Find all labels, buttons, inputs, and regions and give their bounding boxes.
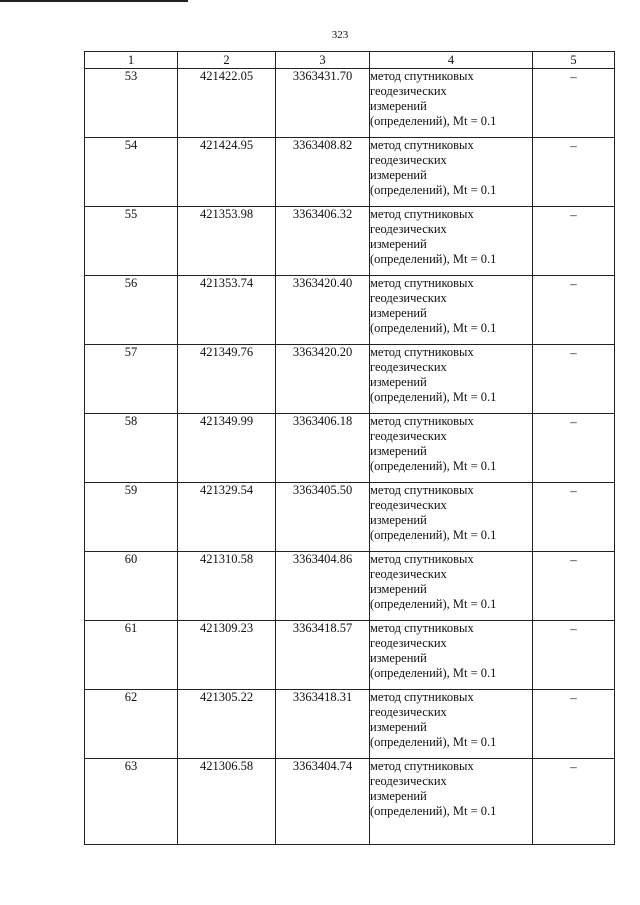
- point-number-cell: 54: [85, 138, 178, 207]
- table-row: [85, 759, 615, 845]
- note-cell: –: [533, 207, 615, 276]
- note-cell: –: [533, 138, 615, 207]
- point-number-cell: 61: [85, 621, 178, 690]
- x-coordinate-cell: 421305.22: [178, 690, 276, 759]
- note-cell: –: [533, 552, 615, 621]
- note-cell: –: [533, 759, 615, 845]
- y-coordinate-cell: 3363406.32: [276, 207, 370, 276]
- note-cell: –: [533, 483, 615, 552]
- x-coordinate-cell: 421349.76: [178, 345, 276, 414]
- note-cell: –: [533, 621, 615, 690]
- note-cell: –: [533, 690, 615, 759]
- point-number-cell: 53: [85, 69, 178, 138]
- table-row: [85, 690, 615, 759]
- method-cell: метод спутниковых геодезических измерений (определений), Mt = 0.1: [370, 483, 533, 552]
- point-number-cell: 60: [85, 552, 178, 621]
- point-number-cell: 63: [85, 759, 178, 845]
- y-coordinate-cell: 3363405.50: [276, 483, 370, 552]
- table-row: [85, 207, 615, 276]
- table-body: [85, 52, 615, 845]
- header-cell-1: 1: [85, 52, 178, 69]
- method-cell: метод спутниковых геодезических измерений (определений), Mt = 0.1: [370, 69, 533, 138]
- x-coordinate-cell: 421309.23: [178, 621, 276, 690]
- point-number-cell: 55: [85, 207, 178, 276]
- note-cell: –: [533, 414, 615, 483]
- header-cell-2: 2: [178, 52, 276, 69]
- x-coordinate-cell: 421422.05: [178, 69, 276, 138]
- table-row: [85, 621, 615, 690]
- method-cell: метод спутниковых геодезических измерений (определений), Mt = 0.1: [370, 621, 533, 690]
- top-left-rule: [0, 0, 188, 2]
- method-cell: метод спутниковых геодезических измерений (определений), Mt = 0.1: [370, 345, 533, 414]
- table-row: [85, 483, 615, 552]
- y-coordinate-cell: 3363404.86: [276, 552, 370, 621]
- note-cell: –: [533, 345, 615, 414]
- table-row: [85, 345, 615, 414]
- x-coordinate-cell: 421310.58: [178, 552, 276, 621]
- table-header-row: [85, 52, 615, 69]
- x-coordinate-cell: 421353.74: [178, 276, 276, 345]
- header-cell-3: 3: [276, 52, 370, 69]
- x-coordinate-cell: 421329.54: [178, 483, 276, 552]
- point-number-cell: 62: [85, 690, 178, 759]
- method-cell: метод спутниковых геодезических измерений (определений), Mt = 0.1: [370, 207, 533, 276]
- page-number: 323: [331, 29, 349, 41]
- x-coordinate-cell: 421424.95: [178, 138, 276, 207]
- table-row: [85, 414, 615, 483]
- header-cell-5: 5: [533, 52, 615, 69]
- method-cell: метод спутниковых геодезических измерений (определений), Mt = 0.1: [370, 552, 533, 621]
- y-coordinate-cell: 3363420.20: [276, 345, 370, 414]
- method-cell: метод спутниковых геодезических измерений (определений), Mt = 0.1: [370, 276, 533, 345]
- table-row: [85, 552, 615, 621]
- point-number-cell: 59: [85, 483, 178, 552]
- method-cell: метод спутниковых геодезических измерений (определений), Mt = 0.1: [370, 759, 533, 845]
- y-coordinate-cell: 3363406.18: [276, 414, 370, 483]
- point-number-cell: 56: [85, 276, 178, 345]
- point-number-cell: 57: [85, 345, 178, 414]
- table-row: [85, 69, 615, 138]
- note-cell: –: [533, 69, 615, 138]
- y-coordinate-cell: 3363431.70: [276, 69, 370, 138]
- x-coordinate-cell: 421353.98: [178, 207, 276, 276]
- table-row: [85, 276, 615, 345]
- x-coordinate-cell: 421306.58: [178, 759, 276, 845]
- y-coordinate-cell: 3363418.57: [276, 621, 370, 690]
- y-coordinate-cell: 3363420.40: [276, 276, 370, 345]
- y-coordinate-cell: 3363418.31: [276, 690, 370, 759]
- method-cell: метод спутниковых геодезических измерений (определений), Mt = 0.1: [370, 138, 533, 207]
- table-row: [85, 138, 615, 207]
- point-number-cell: 58: [85, 414, 178, 483]
- header-cell-4: 4: [370, 52, 533, 69]
- x-coordinate-cell: 421349.99: [178, 414, 276, 483]
- method-cell: метод спутниковых геодезических измерений (определений), Mt = 0.1: [370, 414, 533, 483]
- method-cell: метод спутниковых геодезических измерений (определений), Mt = 0.1: [370, 690, 533, 759]
- y-coordinate-cell: 3363404.74: [276, 759, 370, 845]
- y-coordinate-cell: 3363408.82: [276, 138, 370, 207]
- coordinates-table: [84, 51, 615, 845]
- note-cell: –: [533, 276, 615, 345]
